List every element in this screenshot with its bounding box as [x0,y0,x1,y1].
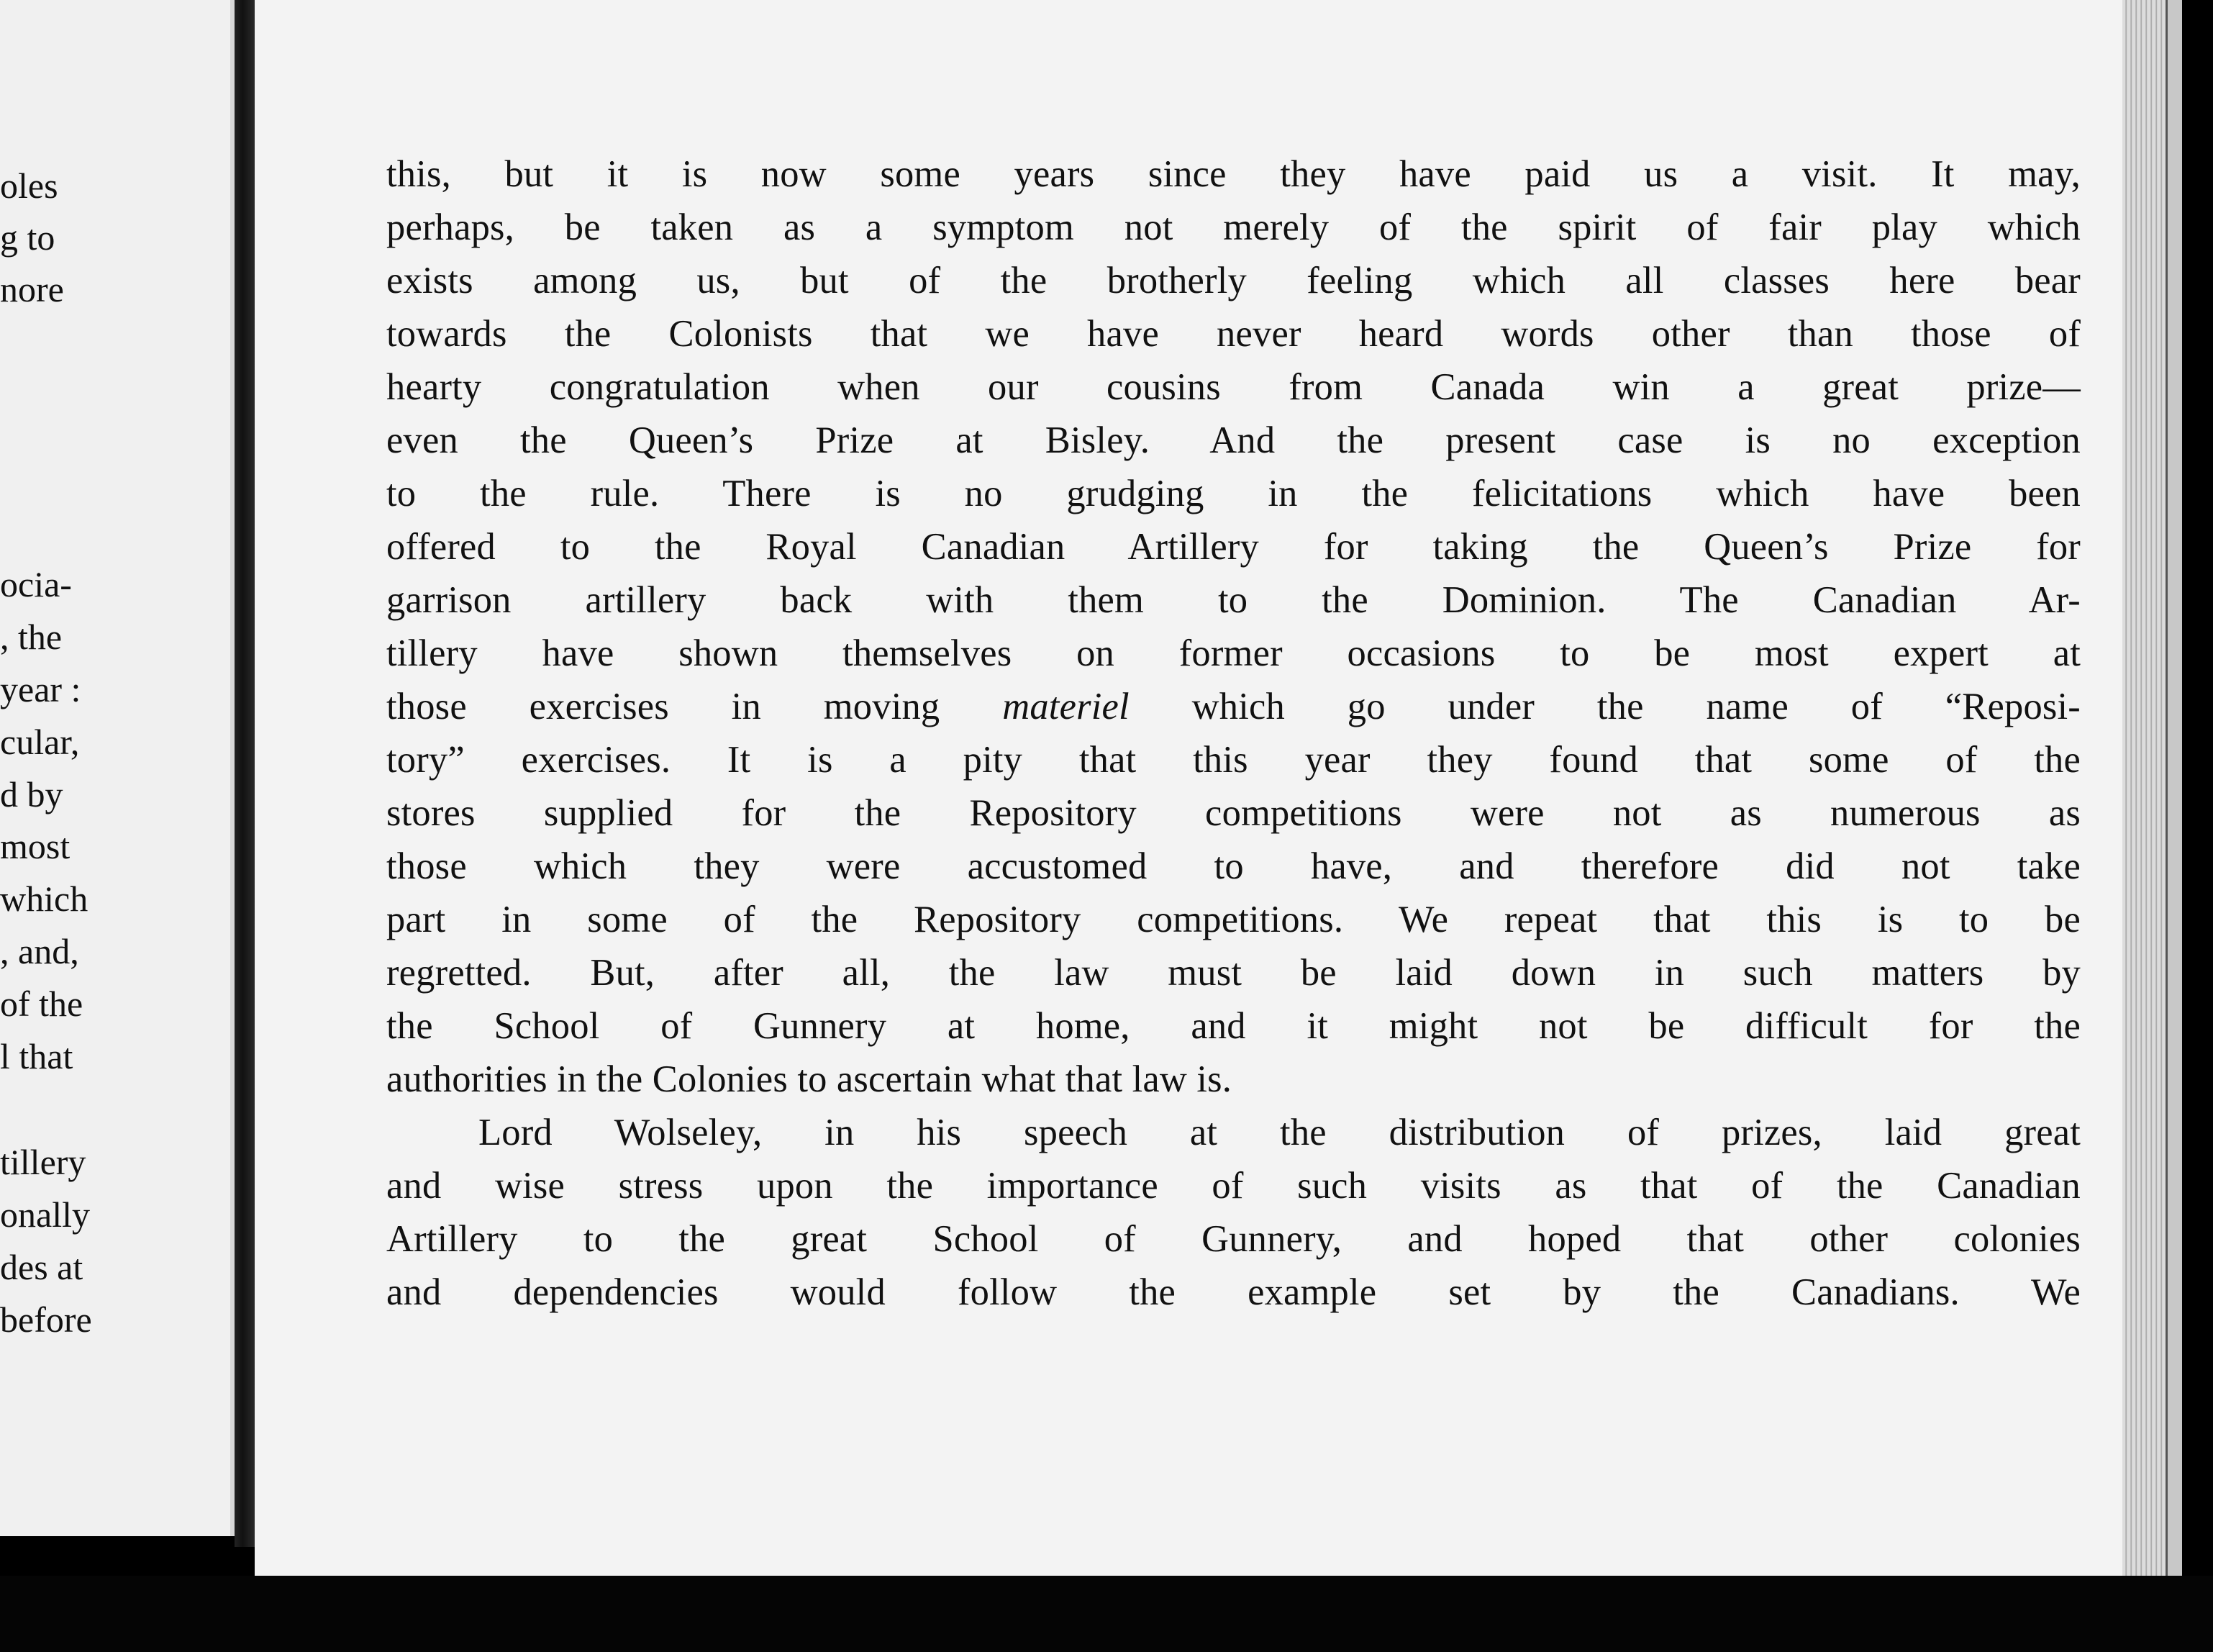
text-line-with-italic [386,680,2081,733]
text-line: offered to the Royal Canadian Artillery for taking the Queen’s Prize for [386,526,2081,568]
page-edges [2122,0,2166,1590]
left-line-fragment: most [0,826,71,866]
left-line-fragment: nore [0,269,64,309]
text-line: authorities in the Colonies to ascertain what that law is. [386,1058,1232,1100]
left-line-fragment: g to [0,217,55,258]
left-page [0,0,235,1536]
left-line-fragment: , and, [0,931,79,971]
right-page [255,0,2122,1576]
left-line-fragment: des at [0,1247,83,1287]
text-line: regretted. But, after all, the law must be laid down in such matters by [386,952,2081,994]
left-line-fragment: of the [0,984,83,1024]
text-line: and wise stress upon the importance of such visits as that of the Canadian [386,1165,2081,1207]
text-line: even the Queen’s Prize at Bisley. And the present case is no exception [386,419,2081,461]
left-line-fragment: onally [0,1194,90,1235]
left-line-fragment: which [0,879,88,919]
text-line: this, but it is now some years since they have paid us a visit. It may, [386,153,2081,195]
text-segment: those exercises in moving [386,686,940,727]
left-line-fragment: d by [0,774,63,814]
page-edge-shadow [2166,0,2182,1597]
text-line: and dependencies would follow the example set by the Canadians. We [386,1271,2081,1313]
left-line-fragment: cular, [0,722,80,762]
text-line: exists among us, but of the brotherly feeling which all classes here bear [386,260,2081,301]
text-line: stores supplied for the Repository competitions were not as numerous as [386,792,2081,834]
text-line: Artillery to the great School of Gunnery, and hoped that other colonies [386,1218,2081,1260]
body-text [386,148,2081,1319]
left-line-fragment: oles [0,165,58,206]
italic-word: materiel [1002,686,1130,727]
text-segment: which go under the name of “Reposi- [1191,686,2081,727]
text-line: perhaps, be taken as a symptom not merely of the spirit of fair play which [386,206,2081,248]
text-line: tillery have shown themselves on former occasions to be most expert at [386,632,2081,674]
text-line: towards the Colonists that we have never heard words other than those of [386,313,2081,355]
left-line-fragment: tillery [0,1142,86,1182]
text-line: to the rule. There is no grudging in the felicitations which have been [386,473,2081,514]
text-line: the School of Gunnery at home, and it might not be difficult for the [386,1005,2081,1047]
left-line-fragment: ocia- [0,564,72,604]
left-line-fragment: year : [0,669,81,709]
text-line: those which they were accustomed to have, and therefore did not take [386,845,2081,887]
text-line: hearty congratulation when our cousins from Canada win a great prize— [386,366,2081,408]
scan-background [0,1576,2213,1652]
left-line-fragment: , the [0,617,63,657]
left-line-fragment: l that [0,1036,73,1076]
text-line: garrison artillery back with them to the Dominion. The Canadian Ar- [386,579,2081,621]
text-line: tory” exercises. It is a pity that this year they found that some of the [386,739,2081,781]
left-line-fragment: before [0,1299,92,1340]
text-line: Lord Wolseley, in his speech at the distribution of prizes, laid great [478,1112,2081,1153]
book-gutter [235,0,255,1547]
text-line: part in some of the Repository competitions. We repeat that this is to be [386,899,2081,940]
